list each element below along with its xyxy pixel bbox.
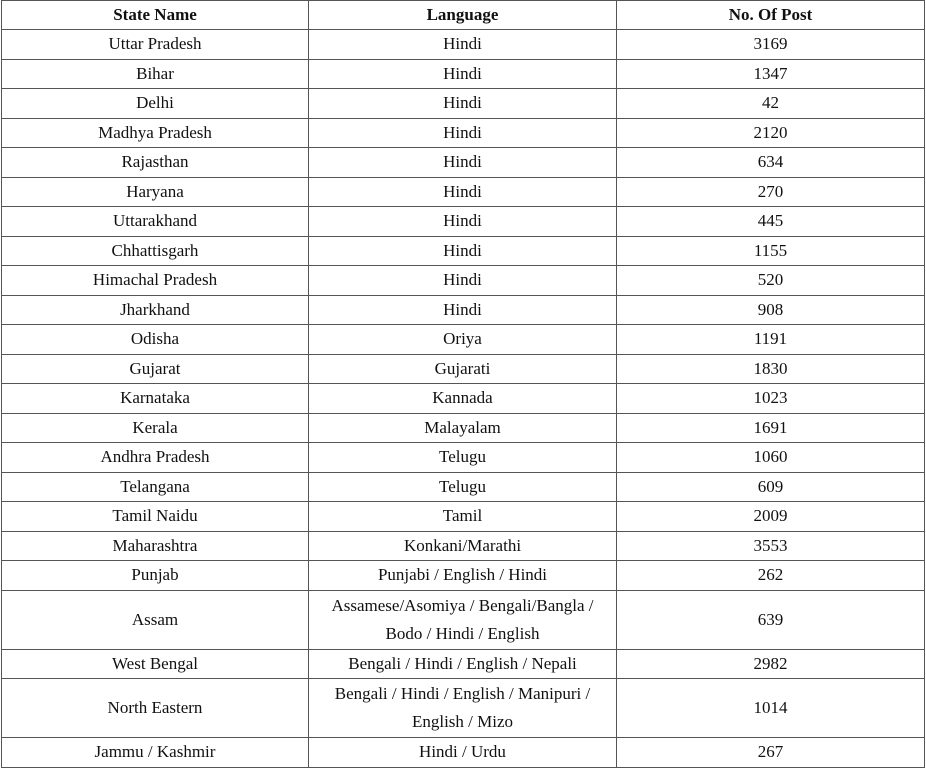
cell-no-of-post: 3169 — [617, 30, 925, 60]
cell-state-name: North Eastern — [2, 679, 309, 738]
table-row — [2, 561, 925, 591]
cell-language-line: Bengali / Hindi / English / Manipuri / — [334, 684, 591, 703]
cell-no-of-post: 3553 — [617, 531, 925, 561]
cell-state-name: Telangana — [2, 472, 309, 502]
cell-state-name: Rajasthan — [2, 148, 309, 178]
cell-state-name: Jammu / Kashmir — [2, 738, 309, 768]
cell-language: Hindi — [309, 148, 617, 178]
table-row — [2, 649, 925, 679]
table-row — [2, 443, 925, 473]
table-row — [2, 531, 925, 561]
cell-language: Malayalam — [309, 413, 617, 443]
table-row — [2, 679, 925, 738]
table-row — [2, 325, 925, 355]
cell-language: Tamil — [309, 502, 617, 532]
table-row — [2, 738, 925, 768]
cell-state-name: Andhra Pradesh — [2, 443, 309, 473]
cell-state-name: Madhya Pradesh — [2, 118, 309, 148]
cell-language — [309, 679, 617, 738]
cell-no-of-post: 2009 — [617, 502, 925, 532]
header-no-of-post: No. Of Post — [617, 1, 925, 30]
cell-language: Punjabi / English / Hindi — [309, 561, 617, 591]
cell-language: Konkani/Marathi — [309, 531, 617, 561]
cell-state-name: Odisha — [2, 325, 309, 355]
cell-no-of-post: 520 — [617, 266, 925, 296]
cell-no-of-post: 1155 — [617, 236, 925, 266]
cell-no-of-post: 639 — [617, 590, 925, 649]
cell-state-name: Kerala — [2, 413, 309, 443]
header-state-name: State Name — [2, 1, 309, 30]
table-row — [2, 177, 925, 207]
header-row — [2, 1, 925, 30]
table-row — [2, 384, 925, 414]
table-row — [2, 207, 925, 237]
cell-no-of-post: 1191 — [617, 325, 925, 355]
cell-language-line: Bodo / Hindi / English — [385, 623, 540, 643]
cell-language: Hindi — [309, 118, 617, 148]
cell-no-of-post: 267 — [617, 738, 925, 768]
cell-language: Telugu — [309, 443, 617, 473]
cell-no-of-post: 1347 — [617, 59, 925, 89]
cell-state-name: West Bengal — [2, 649, 309, 679]
table-row — [2, 354, 925, 384]
cell-language: Hindi — [309, 177, 617, 207]
cell-language: Hindi — [309, 89, 617, 119]
cell-no-of-post: 2982 — [617, 649, 925, 679]
table-body — [2, 30, 925, 768]
cell-language: Hindi / Urdu — [309, 738, 617, 768]
cell-state-name: Karnataka — [2, 384, 309, 414]
cell-state-name: Tamil Naidu — [2, 502, 309, 532]
cell-state-name: Gujarat — [2, 354, 309, 384]
cell-state-name: Uttarakhand — [2, 207, 309, 237]
cell-no-of-post: 445 — [617, 207, 925, 237]
table-row — [2, 295, 925, 325]
table-row — [2, 236, 925, 266]
cell-language: Hindi — [309, 236, 617, 266]
cell-state-name: Punjab — [2, 561, 309, 591]
table-row — [2, 472, 925, 502]
cell-language: Oriya — [309, 325, 617, 355]
cell-no-of-post: 2120 — [617, 118, 925, 148]
table-row — [2, 118, 925, 148]
cell-language-line: Assamese/Asomiya / Bengali/Bangla / — [331, 595, 594, 615]
cell-language: Telugu — [309, 472, 617, 502]
table-row — [2, 59, 925, 89]
cell-language: Hindi — [309, 207, 617, 237]
cell-state-name: Jharkhand — [2, 295, 309, 325]
cell-language: Hindi — [309, 30, 617, 60]
table-row — [2, 502, 925, 532]
cell-no-of-post: 609 — [617, 472, 925, 502]
state-language-posts-table — [1, 0, 925, 768]
header-language: Language — [309, 1, 617, 30]
cell-language: Hindi — [309, 266, 617, 296]
cell-state-name: Uttar Pradesh — [2, 30, 309, 60]
cell-no-of-post: 42 — [617, 89, 925, 119]
cell-language: Hindi — [309, 295, 617, 325]
cell-no-of-post: 1060 — [617, 443, 925, 473]
table-row — [2, 590, 925, 649]
cell-no-of-post: 1023 — [617, 384, 925, 414]
cell-state-name: Bihar — [2, 59, 309, 89]
cell-no-of-post: 1830 — [617, 354, 925, 384]
cell-state-name: Haryana — [2, 177, 309, 207]
table-row — [2, 413, 925, 443]
cell-state-name: Delhi — [2, 89, 309, 119]
cell-no-of-post: 908 — [617, 295, 925, 325]
cell-language: Hindi — [309, 59, 617, 89]
cell-language: Bengali / Hindi / English / Nepali — [309, 649, 617, 679]
cell-state-name: Chhattisgarh — [2, 236, 309, 266]
cell-no-of-post: 270 — [617, 177, 925, 207]
cell-state-name: Himachal Pradesh — [2, 266, 309, 296]
cell-no-of-post: 634 — [617, 148, 925, 178]
table-row — [2, 30, 925, 60]
table-row — [2, 89, 925, 119]
cell-no-of-post: 262 — [617, 561, 925, 591]
cell-language-line: English / Mizo — [411, 712, 514, 731]
cell-language — [309, 590, 617, 649]
table-row — [2, 266, 925, 296]
cell-language: Gujarati — [309, 354, 617, 384]
cell-language: Kannada — [309, 384, 617, 414]
cell-state-name: Maharashtra — [2, 531, 309, 561]
cell-no-of-post: 1691 — [617, 413, 925, 443]
cell-state-name: Assam — [2, 590, 309, 649]
table-header — [2, 1, 925, 30]
table-row — [2, 148, 925, 178]
cell-no-of-post: 1014 — [617, 679, 925, 738]
